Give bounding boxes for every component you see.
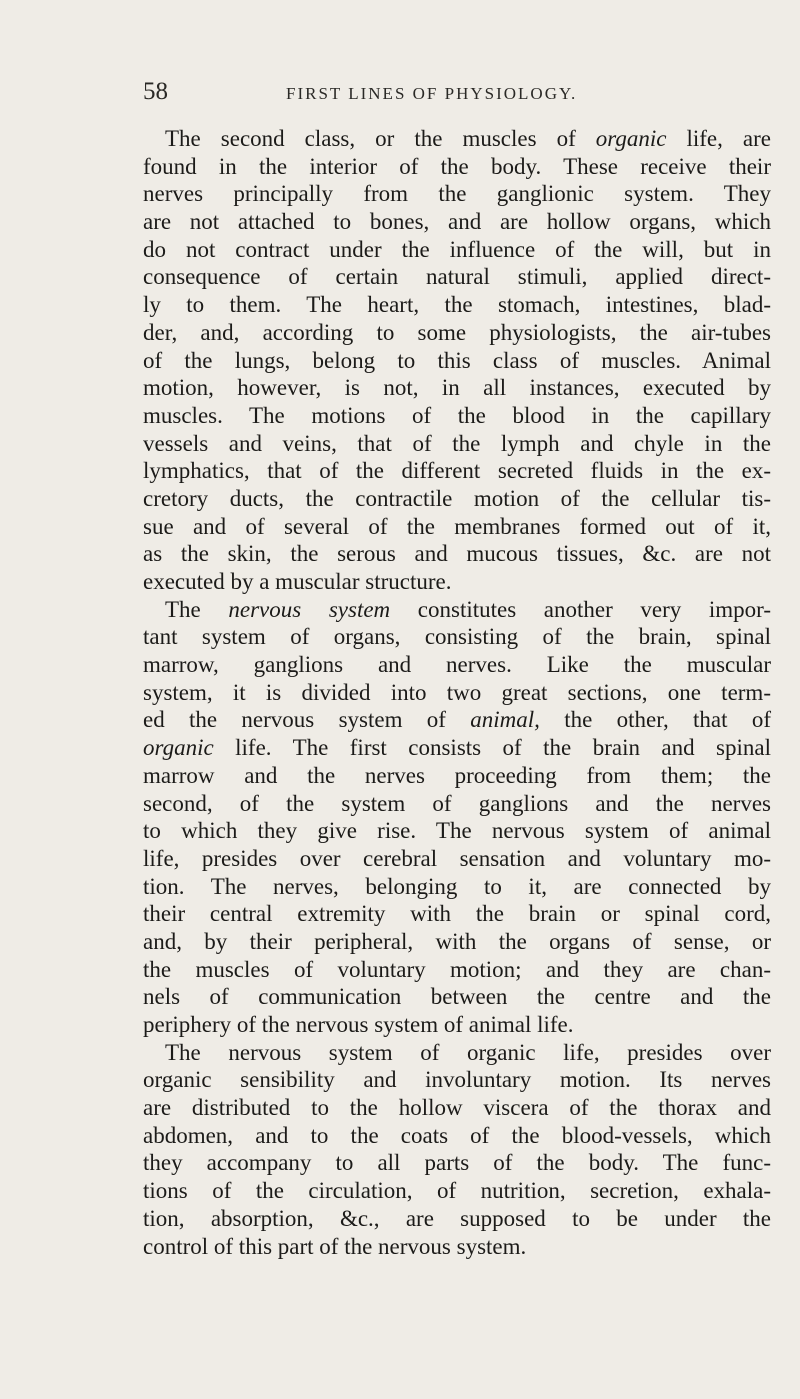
text-segment: tion. The nerves, belonging to it, are connected by <box>143 873 771 899</box>
text-segment: cretory ducts, the contractile motion of the cellular tis- <box>143 485 771 511</box>
text-segment: periphery of the nervous system of animal life. <box>143 1012 574 1037</box>
text-segment: constitutes another very impor- <box>390 596 771 622</box>
text-segment: are distributed to the hollow viscera of the thorax and <box>143 1095 771 1121</box>
running-head: FIRST LINES OF PHYSIOLOGY. <box>286 84 578 103</box>
text-line <box>143 1177 771 1205</box>
text-line <box>143 374 771 402</box>
text-line <box>143 1011 771 1039</box>
text-segment: the other, that of <box>539 707 771 733</box>
text-segment: executed by a muscular structure. <box>143 569 452 594</box>
text-segment: ly to them. The heart, the stomach, intestines, blad- <box>143 292 771 318</box>
text-segment: do not contract under the influence of the will, but in <box>143 236 771 262</box>
text-segment: vessels and veins, that of the lymph and chyle in the <box>143 430 771 456</box>
text-segment: nels of communication between the centre and the <box>143 984 771 1010</box>
text-line <box>143 928 771 956</box>
text-line <box>143 596 771 624</box>
text-segment: they accompany to all parts of the body. The func- <box>143 1150 771 1176</box>
text-line <box>143 983 771 1011</box>
page-number: 58 <box>143 78 168 105</box>
text-line <box>143 485 771 513</box>
text-line <box>143 125 771 153</box>
italic-text: organic <box>143 735 214 761</box>
text-line <box>143 1122 771 1150</box>
text-line <box>143 540 771 568</box>
italic-text: nervous system <box>228 596 391 622</box>
text-line <box>143 402 771 430</box>
text-segment: motion, however, is not, in all instances, executed by <box>143 375 771 401</box>
text-line <box>143 1205 771 1233</box>
text-line <box>143 762 771 790</box>
page-header <box>143 78 683 110</box>
text-segment: of the lungs, belong to this class of muscles. Animal <box>143 347 771 373</box>
text-line <box>143 679 771 707</box>
text-line <box>143 153 771 181</box>
text-line <box>143 1094 771 1122</box>
text-line <box>143 817 771 845</box>
text-line <box>143 208 771 236</box>
text-line <box>143 734 771 762</box>
text-segment: control of this part of the nervous system. <box>143 1233 527 1259</box>
text-segment: found in the interior of the body. These receive their <box>143 153 771 179</box>
text-segment: to which they give rise. The nervous system of animal <box>143 818 771 844</box>
text-segment: and, by their peripheral, with the organs of sense, or <box>143 928 771 954</box>
text-segment: tant system of organs, consisting of the brain, spinal <box>143 624 771 650</box>
text-segment: their central extremity with the brain or spinal cord, <box>143 901 771 927</box>
text-line <box>143 956 771 984</box>
text-segment: der, and, according to some physiologists, the air-tubes <box>143 319 771 345</box>
text-segment: life, presides over cerebral sensation and voluntary mo- <box>143 845 771 871</box>
text-line <box>143 513 771 541</box>
text-line <box>143 900 771 928</box>
text-segment: marrow, ganglions and nerves. Like the muscular <box>143 652 771 678</box>
text-segment: organic sensibility and involuntary motion. Its nerves <box>143 1067 771 1093</box>
text-line <box>143 623 771 651</box>
text-line <box>143 790 771 818</box>
text-segment: marrow and the nerves proceeding from them; the <box>143 762 771 788</box>
text-segment: The nervous system of organic life, presides over <box>165 1039 771 1065</box>
text-line <box>143 180 771 208</box>
italic-text: animal, <box>470 707 540 733</box>
text-line <box>143 430 771 458</box>
text-segment: ed the nervous system of <box>143 707 471 733</box>
text-line <box>143 291 771 319</box>
text-line <box>143 706 771 734</box>
text-line <box>143 873 771 901</box>
text-line <box>143 263 771 291</box>
text-segment: abdomen, and to the coats of the blood-vessels, which <box>143 1122 771 1148</box>
text-line <box>143 1039 771 1067</box>
text-segment: life. The first consists of the brain and spinal <box>213 735 771 761</box>
text-line <box>143 457 771 485</box>
text-segment: lymphatics, that of the different secreted fluids in the ex- <box>143 458 771 484</box>
text-line <box>143 347 771 375</box>
text-segment: as the skin, the serous and mucous tissues, &c. are not <box>143 541 771 567</box>
body-text <box>143 125 771 1260</box>
text-segment: are not attached to bones, and are hollow organs, which <box>143 209 771 235</box>
text-segment: consequence of certain natural stimuli, applied direct- <box>143 264 771 290</box>
text-segment: system, it is divided into two great sections, one term- <box>143 679 771 705</box>
text-line <box>143 236 771 264</box>
text-line <box>143 1233 771 1261</box>
text-line <box>143 651 771 679</box>
text-segment: The second class, or the muscles of <box>165 126 596 151</box>
text-line <box>143 1066 771 1094</box>
text-segment: muscles. The motions of the blood in the capillary <box>143 402 771 428</box>
text-line <box>143 568 771 596</box>
text-segment: the muscles of voluntary motion; and they are chan- <box>143 956 771 982</box>
italic-text: organic <box>595 126 667 151</box>
text-segment: tion, absorption, &c., are supposed to be under the <box>143 1205 771 1231</box>
text-segment: life, are <box>666 126 771 151</box>
text-segment: nerves principally from the ganglionic system. They <box>143 181 771 207</box>
text-segment: sue and of several of the membranes formed out of it, <box>143 513 771 539</box>
text-segment: second, of the system of ganglions and the nerves <box>143 790 771 816</box>
text-segment: The <box>165 596 229 622</box>
text-line <box>143 845 771 873</box>
text-line <box>143 319 771 347</box>
text-line <box>143 1149 771 1177</box>
text-segment: tions of the circulation, of nutrition, secretion, exhala- <box>143 1178 771 1204</box>
